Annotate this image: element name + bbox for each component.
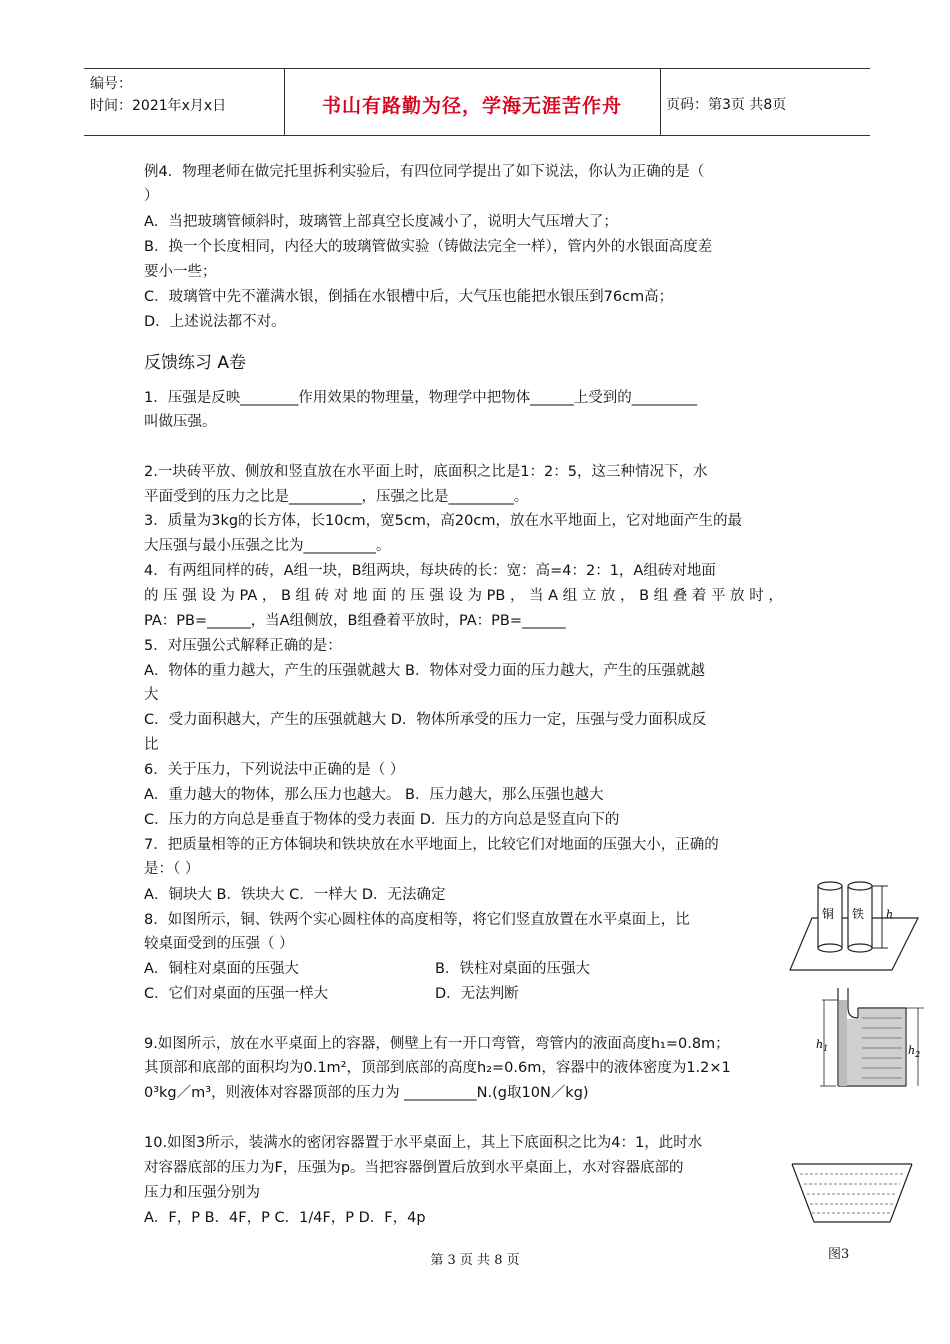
- figure-trapezoid-container: [790, 1160, 914, 1232]
- text-line: 较桌面受到的压强（ ）: [144, 936, 294, 952]
- figure-container-tube: [806, 978, 928, 1098]
- text-line: 3．质量为3kg的长方体，长10cm，宽5cm，高20cm，放在水平地面上，它对地面产生的最: [144, 513, 742, 529]
- label-h2: $h_2$: [908, 1044, 921, 1059]
- text-line: 0³kg／m³，则液体对容器顶部的压力为 __________N.(g取10N／kg): [144, 1085, 589, 1101]
- text-line: 其顶部和底部的面积均为0.1m²，顶部到底部的高度h₂=0.6m，容器中的液体密度为1.2×1: [144, 1060, 731, 1076]
- text-line: PA：PB=______，当A组侧放，B组叠着平放时，PA：PB=______: [144, 613, 566, 629]
- figure-cylinders: [788, 874, 920, 974]
- text-line: 例4．物理老师在做完托里拆利实验后，有四位同学提出了如下说法，你认为正确的是（: [144, 164, 705, 180]
- header-time-label: 时间：2021年x月x日: [90, 98, 227, 114]
- header-left: [90, 73, 226, 117]
- text-line: 4．有两组同样的砖，A组一块，B组两块，每块砖的长：宽：高=4：2：1，A组砖对地面: [144, 563, 716, 579]
- text-line: 大压强与最小压强之比为__________。: [144, 538, 391, 554]
- text-line: A．F，P B．4F，P C．1/4F，P D．F，4p: [144, 1210, 426, 1226]
- text-line: 7．把质量相等的正方体铜块和铁块放在水平地面上，比较它们对地面的压强大小，正确的: [144, 837, 719, 853]
- header-divider-2: [660, 69, 661, 135]
- page-footer: 第 3 页 共 8 页: [430, 1253, 520, 1268]
- text-line: 叫做压强。: [144, 414, 217, 430]
- header-page-info: 页码：第3页 共8页: [666, 97, 787, 113]
- text-line: C．受力面积越大，产生的压强就越大 D．物体所承受的压力一定，压强与受力面积成反: [144, 712, 707, 728]
- text-line: A．铜块大 B．铁块大 C．一样大 D．无法确定: [144, 887, 446, 903]
- text-line: C．压力的方向总是垂直于物体的受力表面 D．压力的方向总是竖直向下的: [144, 812, 620, 828]
- text-line: 9.如图所示，放在水平桌面上的容器，侧壁上有一开口弯管，弯管内的液面高度h₁=0.8m；: [144, 1036, 730, 1052]
- text-line: A．物体的重力越大，产生的压强就越大 B．物体对受力面的压力越大，产生的压强就越: [144, 663, 705, 679]
- text-line: 比: [144, 737, 159, 753]
- label-iron: 铁: [852, 907, 865, 921]
- text-line: D．上述说法都不对。: [144, 314, 286, 330]
- text-line: 压力和压强分别为: [144, 1185, 260, 1201]
- header-motto: 书山有路勤为径，学海无涯苦作舟: [321, 95, 622, 117]
- text-line: C．它们对桌面的压强一样大: [144, 986, 329, 1002]
- text-line: A．重力越大的物体，那么压力也越大。 B．压力越大，那么压强也越大: [144, 787, 604, 803]
- text-line: 2.一块砖平放、侧放和竖直放在水平面上时，底面积之比是1：2：5，这三种情况下，水: [144, 464, 708, 480]
- text-line: 的 压 强 设 为 PA ， B 组 砖 对 地 面 的 压 强 设 为 PB ， 当 A 组 立 放 ， B 组 叠 着 平 放 时 ，: [144, 588, 783, 604]
- label-copper: 铜: [822, 907, 835, 921]
- section-heading: 反馈练习 A卷: [144, 353, 247, 373]
- text-line: 平面受到的压力之比是__________，压强之比是_________。: [144, 489, 529, 505]
- text-line: B．换一个长度相同，内径大的玻璃管做实验（铸做法完全一样），管内外的水银面高度差: [144, 239, 713, 255]
- text-line: D．无法判断: [435, 986, 519, 1002]
- text-line: 10.如图3所示，装满水的密闭容器置于水平桌面上，其上下底面积之比为4：1，此时水: [144, 1135, 703, 1151]
- text-line: ）: [144, 188, 159, 204]
- text-line: A．当把玻璃管倾斜时，玻璃管上部真空长度减小了，说明大气压增大了；: [144, 214, 618, 230]
- text-line: B．铁柱对桌面的压强大: [435, 961, 590, 977]
- figure-3-caption: 图3: [828, 1247, 850, 1262]
- text-line: A．铜柱对桌面的压强大: [144, 961, 299, 977]
- label-height-h: h: [886, 908, 894, 921]
- header-number-label: 编号：: [90, 76, 132, 92]
- label-h1: $h_1$: [816, 1038, 829, 1053]
- text-line: 1．压强是反映________作用效果的物理量，物理学中把物体______上受到的_________: [144, 390, 697, 406]
- text-line: 大: [144, 687, 159, 703]
- text-line: 要小一些；: [144, 264, 217, 280]
- text-line: 是：（ ）: [144, 861, 200, 877]
- text-line: 对容器底部的压力为F，压强为p。当把容器倒置后放到水平桌面上，水对容器底部的: [144, 1160, 684, 1176]
- text-line: C．玻璃管中先不灌满水银，倒插在水银槽中后，大气压也能把水银压到76cm高；: [144, 289, 674, 305]
- page-header: [84, 68, 870, 136]
- text-line: 8．如图所示，铜、铁两个实心圆柱体的高度相等，将它们竖直放置在水平桌面上，比: [144, 912, 690, 928]
- text-line: 5．对压强公式解释正确的是：: [144, 638, 342, 654]
- text-line: 6．关于压力，下列说法中正确的是（ ）: [144, 762, 405, 778]
